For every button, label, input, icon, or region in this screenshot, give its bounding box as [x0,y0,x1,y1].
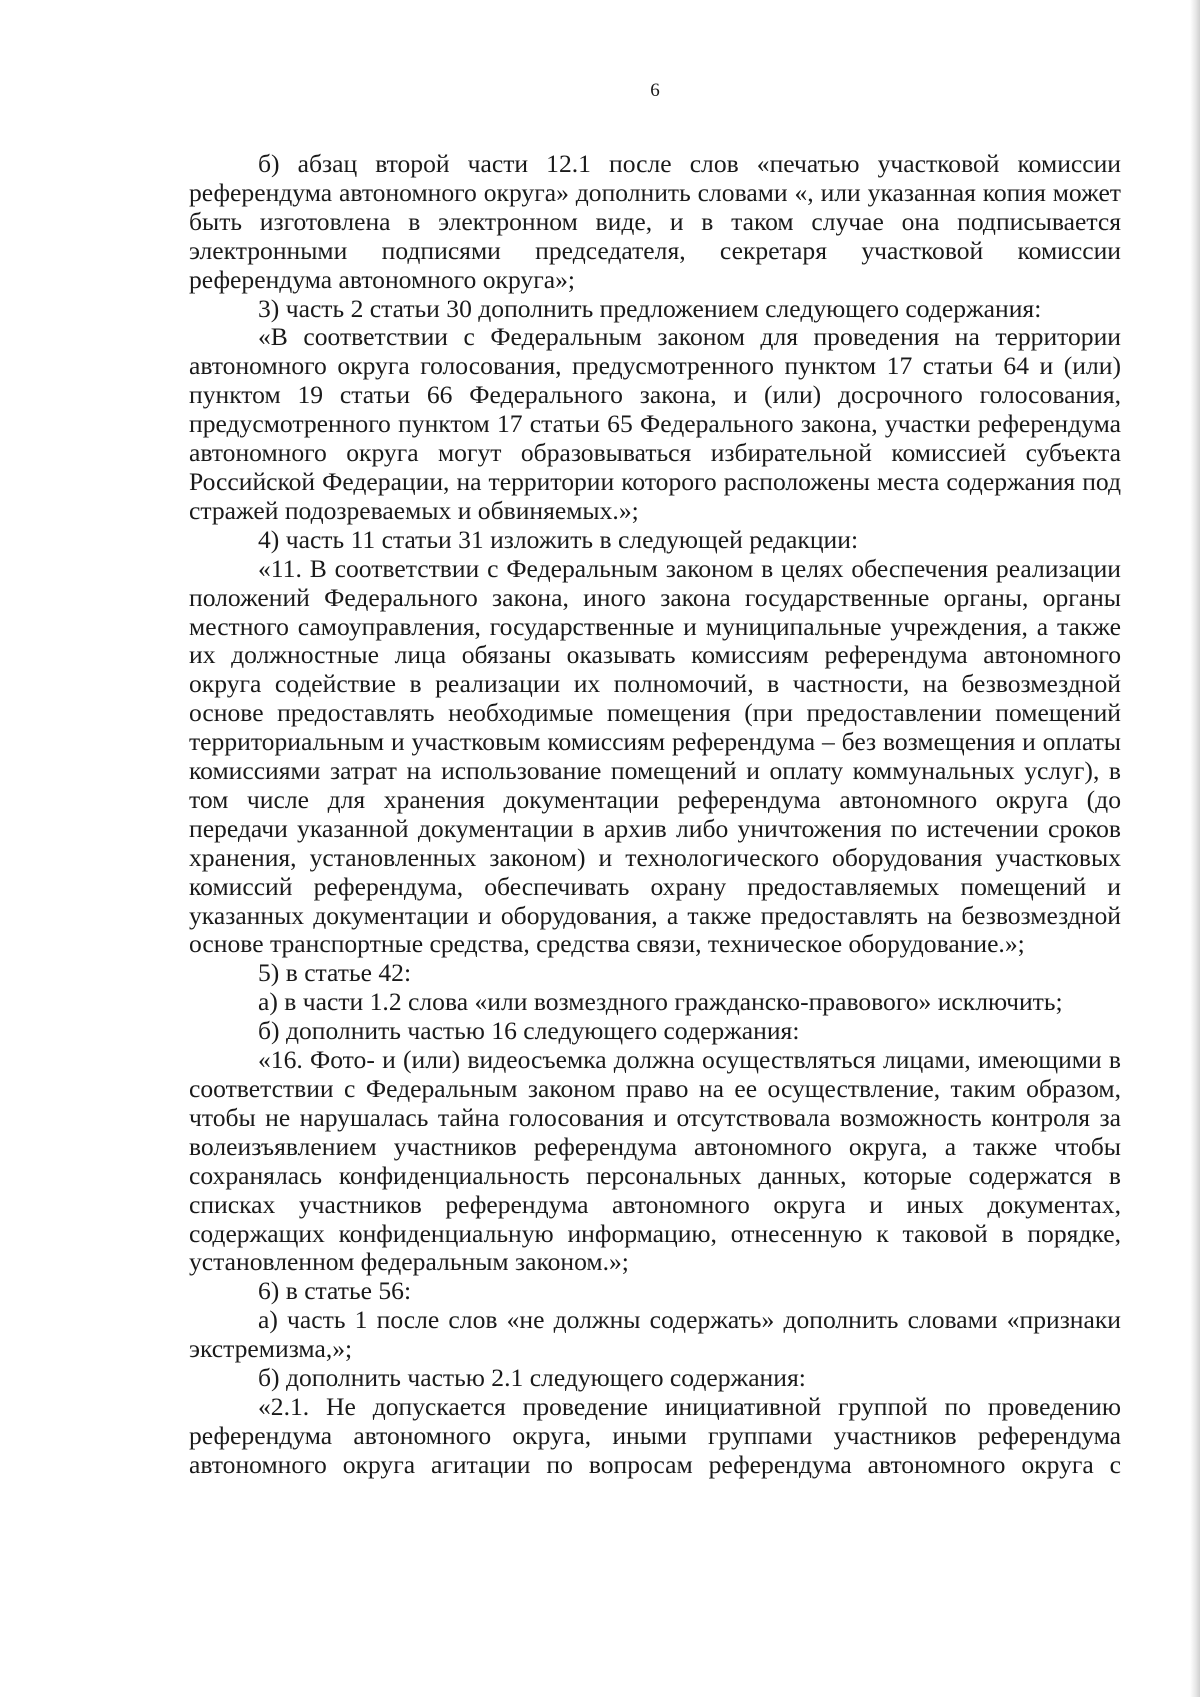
paragraph-item-3-quote: «В соответствии с Федеральным законом для проведения на территории автономного округа голосования, предусмотренного пунктом 17 статьи 64 и (или) пунктом 19 статьи 66 Федерального закона, и (или) досрочного голосования, предусмотренного пунктом 17 статьи 65 Федерального закона, участки референдума автономного округа могут образовываться избирательной комиссией субъекта Российской Федерации, на территории которого расположены места содержания под стражей подозреваемых и обвиняемых.»; [189,322,1121,525]
document-body [189,150,1121,1480]
page-edge-shadow [1190,0,1200,1697]
paragraph-item-6b-quote: «2.1. Не допускается проведение инициативной группой по проведению референдума автономного округа, иными группами участников референдума автономного округа агитации по вопросам референдума автономного округа с [189,1391,1121,1479]
paragraph-item-5b-quote: «16. Фото- и (или) видеосъемка должна осуществляться лицами, имеющими в соответствии с Федеральным законом право на ее осуществление, таким образом, чтобы не нарушалась тайна голосования и отсутствовала возможность контроля за волеизъявлением участников референдума автономного округа, а также чтобы сохранялась конфиденциальность персональных данных, которые содержатся в списках участников референдума автономного округа и иных документах, содержащих конфиденциальную информацию, отнесенную к таковой в порядке, установленном федеральным законом.»; [189,1045,1121,1277]
paragraph-item-5a: а) в части 1.2 слова «или возмездного гражданско-правового» исключить; [258,987,1063,1017]
paragraph-item-6b: б) дополнить частью 2.1 следующего содержания: [258,1363,806,1393]
paragraph-item-6: 6) в статье 56: [258,1276,412,1306]
paragraph-item-6a: а) часть 1 после слов «не должны содержать» дополнить словами «признаки экстремизма,»; [189,1305,1121,1364]
paragraph-6b-abzac: б) абзац второй части 12.1 после слов «печатью участковой комиссии референдума автономного округа» дополнить словами «, или указанная копия может быть изготовлена в электронном виде, и в таком случае она подписывается электронными подписями председателя, секретаря участковой комиссии референдума автономного округа»; [189,149,1121,294]
paragraph-item-3: 3) часть 2 статьи 30 дополнить предложением следующего содержания: [258,293,1042,323]
paragraph-item-5b: б) дополнить частью 16 следующего содержания: [258,1016,800,1046]
page-number: 6 [650,80,660,101]
paragraph-item-4: 4) часть 11 статьи 31 изложить в следующей редакции: [258,524,859,554]
paragraph-item-5: 5) в статье 42: [258,958,412,988]
paragraph-item-4-quote: «11. В соответствии с Федеральным законом в целях обеспечения реализации положений Федерального закона, иного закона государственные органы, органы местного самоуправления, государственные и муниципальные учреждения, а также их должностные лица обязаны оказывать комиссиям референдума автономного округа содействие в реализации их полномочий, в частности, на безвозмездной основе предоставлять необходимые помещения (при предоставлении помещений территориальным и участковым комиссиям референдума – без возмещения и оплаты комиссиями затрат на использование помещений и оплату коммунальных услуг), в том числе для хранения документации референдума автономного округа (до передачи указанной документации в архив либо уничтожения по истечении сроков хранения, установленных законом) и технологического оборудования участковых комиссий референдума, обеспечивать охрану предоставляемых помещений и указанных документации и оборудования, а также предоставлять на безвозмездной основе транспортные средства, средства связи, техническое оборудование.»; [189,553,1121,959]
